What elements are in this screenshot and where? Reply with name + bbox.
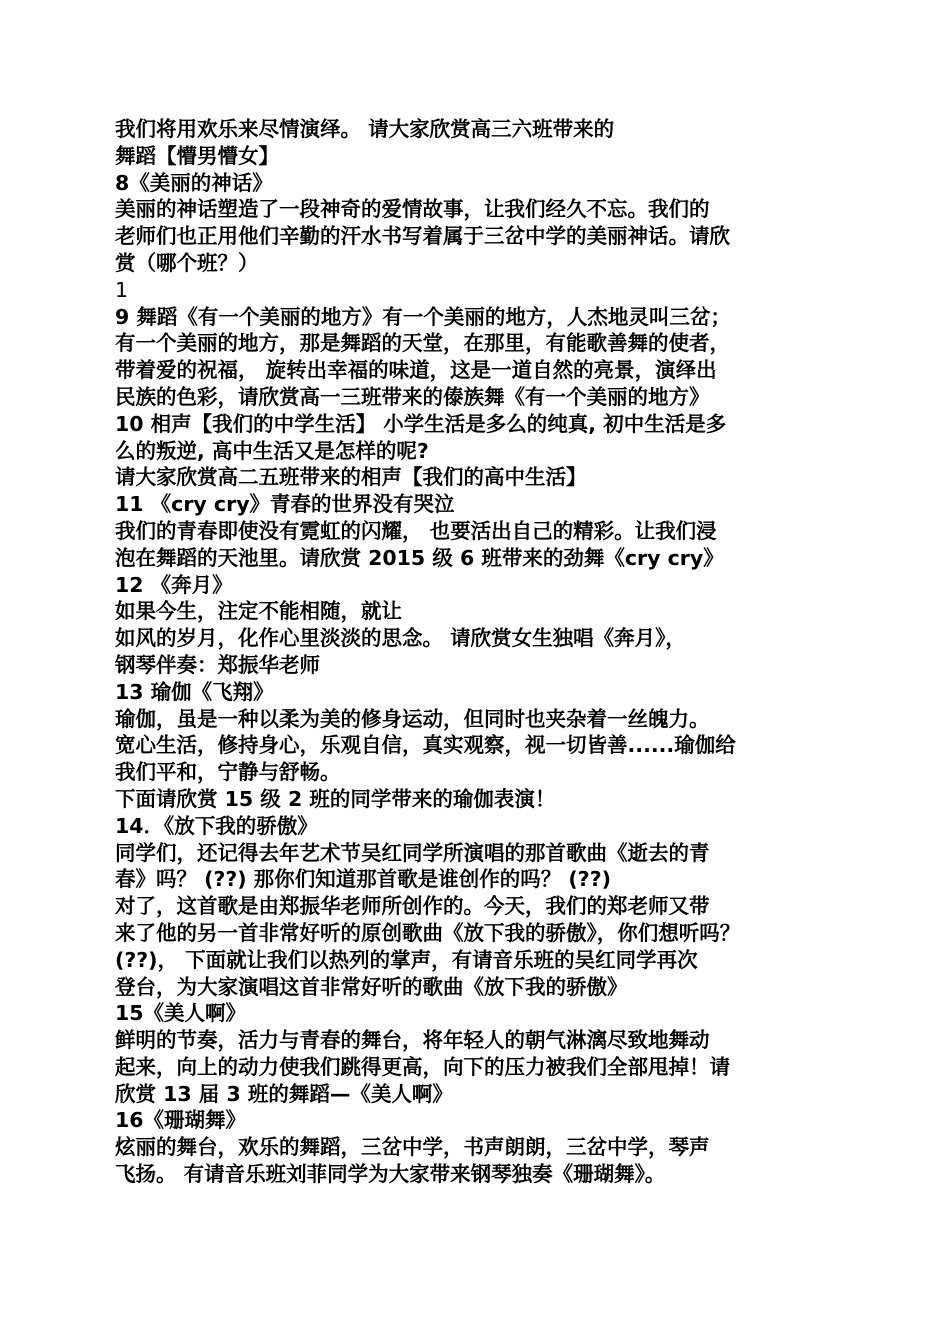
text-line: 13 瑜伽《飞翔》	[115, 679, 274, 704]
text-line: 舞蹈【懵男懵女】	[115, 143, 279, 168]
text-line: 11 《cry cry》青春的世界没有哭泣	[115, 492, 455, 517]
text-line: 钢琴伴奏：郑振华老师	[115, 652, 320, 677]
text-line: 请大家欣赏高二五班带来的相声【我们的高中生活】	[115, 465, 587, 490]
text-line: 春》吗？ (??) 那你们知道那首歌是谁创作的吗？ (??)	[115, 867, 611, 892]
text-line: 1	[115, 277, 129, 302]
text-line: 我们将用欢乐来尽情演绎。 请大家欣赏高三六班带来的	[115, 117, 615, 141]
text-line: 赏（哪个班？）	[115, 250, 259, 275]
text-line: 泡在舞蹈的天池里。请欣赏 2015 级 6 班带来的劲舞《cry cry》	[115, 545, 724, 570]
text-line: 有一个美丽的地方，那是舞蹈的天堂，在那里，有能歌善舞的使者，	[115, 331, 730, 356]
text-line: 如果今生，注定不能相随，就让	[115, 599, 402, 624]
text-line: 带着爱的祝福， 旋转出幸福的味道，这是一道自然的亮景，演绎出	[115, 358, 717, 383]
text-line: 10 相声【我们的中学生活】 小学生活是多么的纯真, 初中生活是多	[115, 411, 727, 436]
text-line: (??)， 下面就让我们以热列的掌声，有请音乐班的吴红同学再次	[115, 947, 698, 972]
text-line: 炫丽的舞台，欢乐的舞蹈，三岔中学，书声朗朗，三岔中学，琴声	[115, 1135, 710, 1160]
text-line: 老师们也正用他们辛勤的汗水书写着属于三岔中学的美丽神话。请欣	[115, 224, 730, 249]
text-line: 16《珊瑚舞》	[115, 1108, 247, 1133]
text-line: 飞扬。 有请音乐班刘菲同学为大家带来钢琴独奏《珊瑚舞》。	[115, 1162, 666, 1187]
text-line: 登台，为大家演唱这首非常好听的歌曲《放下我的骄傲》	[115, 974, 628, 999]
text-line: 么的叛逆, 高中生活又是怎样的呢?	[115, 438, 429, 463]
text-line: 民族的色彩，请欣赏高一三班带来的傣族舞《有一个美丽的地方》	[115, 384, 710, 409]
text-line: 起来，向上的动力使我们跳得更高，向下的压力被我们全部甩掉！请	[115, 1054, 730, 1079]
text-line: 14．《放下我的骄傲》	[115, 813, 318, 838]
text-line: 宽心生活，修持身心，乐观自信，真实观察，视一切皆善......瑜伽给	[115, 733, 736, 758]
text-line: 对了，这首歌是由郑振华老师所创作的。今天，我们的郑老师又带	[115, 894, 710, 919]
text-line: 同学们，还记得去年艺术节吴红同学所演唱的那首歌曲《逝去的青	[115, 840, 710, 865]
document-body	[115, 116, 855, 1188]
text-line: 欣赏 13 届 3 班的舞蹈—《美人啊》	[115, 1081, 453, 1106]
text-line: 15《美人啊》	[115, 1001, 247, 1026]
text-line: 来了他的另一首非常好听的原创歌曲《放下我的骄傲》，你们想听吗？	[115, 920, 741, 945]
text-line: 鲜明的节奏，活力与青春的舞台，将年轻人的朝气淋漓尽致地舞动	[115, 1028, 710, 1053]
text-line: 我们的青春即使没有霓虹的闪耀， 也要活出自己的精彩。让我们浸	[115, 518, 717, 543]
text-line: 下面请欣赏 15 级 2 班的同学带来的瑜伽表演！	[115, 786, 556, 811]
text-line: 9 舞蹈《有一个美丽的地方》有一个美丽的地方，人杰地灵叫三岔；	[115, 304, 731, 329]
text-line: 我们平和，宁静与舒畅。	[115, 760, 341, 785]
text-line: 美丽的神话塑造了一段神奇的爱情故事，让我们经久不忘。我们的	[115, 197, 710, 222]
text-line: 瑜伽，虽是一种以柔为美的修身运动，但同时也夹杂着一丝魄力。	[115, 706, 710, 731]
text-line: 如风的岁月，化作心里淡淡的思念。 请欣赏女生独唱《奔月》，	[115, 626, 686, 651]
text-line: 8《美丽的神话》	[115, 170, 273, 195]
text-line: 12 《奔月》	[115, 572, 233, 597]
